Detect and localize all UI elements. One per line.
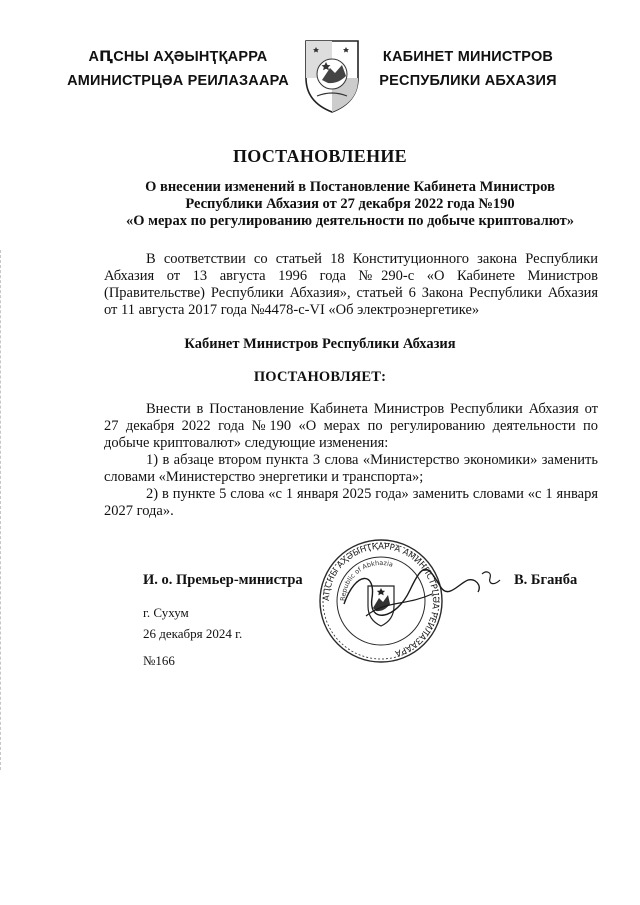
decree-word: ПОСТАНОВЛЯЕТ: [253,369,387,385]
operative-part [104,401,598,520]
header-abkhaz-line1: АԤСНЫ АҲӘЫНҬҚАРРА [88,49,268,65]
issue-city: г. Сухум [143,605,189,620]
seal-outer-text: АԤСНЫ АҲӘЫНҬҚАРРА АМИНИСТРЦӘА РЕИЛАЗААРА [321,541,441,658]
subtitle-line-1: О внесении изменений в Постановление Кабинета Министров [145,179,555,195]
document-title: ПОСТАНОВЛЕНИЕ [233,146,407,166]
body-paragraph-2: 1) в абзаце втором пункта 3 слова «Министерство экономики» заменить словами «Министерство энергетики и транспорта»; [104,452,598,485]
preamble [104,251,598,319]
document-number: №166 [143,653,175,668]
signature-scribble [336,560,506,630]
signatory-name: В. Бганба [514,572,578,588]
header-russian-line2: РЕСПУБЛИКИ АБХАЗИЯ [379,73,557,89]
coat-of-arms-icon [302,38,362,114]
subtitle-line-3: «О мерах по регулированию деятельности по добыче криптовалют» [125,213,575,229]
subtitle-line-2: Республики Абхазия от 27 декабря 2022 года №190 [185,196,515,212]
preamble-text: В соответствии со статьей 18 Конституционного закона Республики Абхазия от 13 августа 1996 года №290-с «О Кабинете Министров (Правительстве) Республики Абхазия», статьей 6 Закона Республики Абхазия от 11 августа 2017 года №4478-с-VI «Об электроэнергетике» [104,251,598,318]
seal-inner-text: Republic of Abkhazia [338,558,394,602]
issue-date: 26 декабря 2024 г. [143,626,243,641]
header-abkhaz-line2: АМИНИСТРЦӘА РЕИЛАЗААРА [67,73,289,89]
header-abkhaz [58,45,298,93]
signatory-role: И. о. Премьер-министра [143,572,303,588]
document-subtitle [100,179,600,230]
header-russian [368,45,568,93]
issuing-body: Кабинет Министров Республики Абхазия [184,336,456,352]
scan-edge-line [0,250,2,770]
body-paragraph-3: 2) в пункте 5 слова «с 1 января 2025 года» заменить словами «с 1 января 2027 года». [104,486,598,519]
body-paragraph-1: Внести в Постановление Кабинета Министров Республики Абхазия от 27 декабря 2022 года №190 «О мерах по регулированию деятельности по добыче криптовалют» следующие изменения: [104,401,598,451]
header-russian-line1: КАБИНЕТ МИНИСТРОВ [382,49,554,65]
